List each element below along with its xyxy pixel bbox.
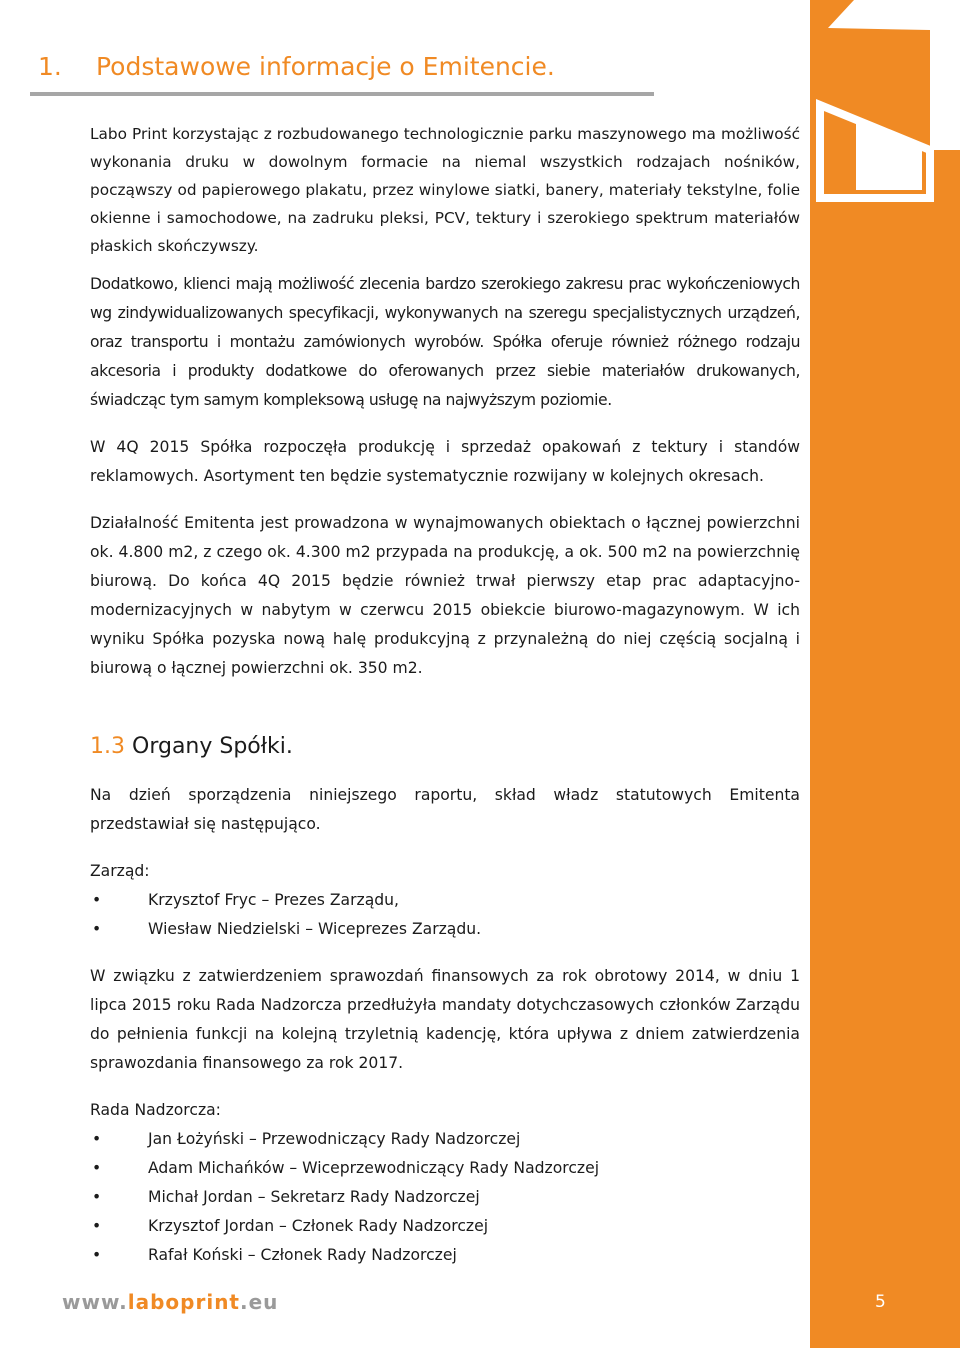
list-item: • Wiesław Niedzielski – Wiceprezes Zarządu. bbox=[90, 915, 800, 944]
q4-paragraph: W 4Q 2015 Spółka rozpoczęła produkcję i sprzedaż opakowań z tektury i standów reklamowych. Asortyment ten będzie systematycznie rozwijany w kolejnych okresach. bbox=[90, 438, 800, 485]
section-intro: Na dzień sporządzenia niniejszego raportu, skład władz statutowych Emitenta przedstawiał się następująco. bbox=[90, 786, 800, 833]
list-item: • Krzysztof Jordan – Członek Rady Nadzorczej bbox=[90, 1212, 800, 1241]
mandate-paragraph: W związku z zatwierdzeniem sprawozdań finansowych za rok obrotowy 2014, w dniu 1 lipca 2015 roku Rada Nadzorcza przedłużyła mandaty dotychczasowych członków Zarządu do pełnienia funkcji na kolejną trzyletnią kadencję, która upływa z dniem zatwierdzenia sprawozdania finansowego za rok 2017. bbox=[90, 967, 800, 1072]
section-number: 1.3 bbox=[90, 734, 125, 759]
supervisory-list bbox=[90, 1125, 800, 1270]
heading-text: Podstawowe informacje o Emitencie. bbox=[96, 52, 555, 81]
services-paragraph: Dodatkowo, klienci mają możliwość zlecenia bardzo szerokiego zakresu prac wykończeniowych wg zindywidualizowanych specyfikacji, wykonywanych na szeregu specjalistycznych urządzeń, oraz transportu i montażu zamówionych wyrobów. Spółka oferuje również różnego rodzaju akcesoria i produkty dodatkowe do oferowanych przez siebie materiałów drukowanych, świadcząc tym samym kompleksową usługę na najwyższym poziomie. bbox=[90, 275, 800, 409]
section-heading bbox=[90, 731, 800, 763]
footer-website-link[interactable]: www.laboprint.eu bbox=[62, 1290, 279, 1314]
heading-rule bbox=[30, 92, 654, 96]
bullet-icon: • bbox=[92, 1159, 102, 1177]
bullet-icon: • bbox=[92, 1188, 102, 1206]
bullet-icon: • bbox=[92, 1130, 102, 1148]
page-heading bbox=[38, 52, 555, 81]
bullet-icon: • bbox=[92, 891, 102, 909]
bullet-icon: • bbox=[92, 1217, 102, 1235]
bullet-icon: • bbox=[92, 920, 102, 938]
heading-number: 1. bbox=[38, 52, 62, 81]
list-item: • Rafał Koński – Członek Rady Nadzorczej bbox=[90, 1241, 800, 1270]
list-item: • Michał Jordan – Sekretarz Rady Nadzorczej bbox=[90, 1183, 800, 1212]
list-item: • Krzysztof Fryc – Prezes Zarządu, bbox=[90, 886, 800, 915]
page-number: 5 bbox=[875, 1292, 886, 1312]
board-label: Zarząd: bbox=[90, 862, 150, 880]
board-list bbox=[90, 886, 800, 944]
activity-paragraph: Działalność Emitenta jest prowadzona w wynajmowanych obiektach o łącznej powierzchni ok. 4.800 m2, z czego ok. 4.300 m2 przypada na produkcję, a ok. 500 m2 na powierzchnię biurową. Do końca 4Q 2015 będzie również trwał pierwszy etap prac adaptacyjno-modernizacyjnych w nabytym w czerwcu 2015 obiekcie biurowo-magazynowym. W ich wyniku Spółka pozyska nową halę produkcyjną z przynależną do niej częścią socjalną i biurową o łącznej powierzchni ok. 350 m2. bbox=[90, 514, 800, 677]
list-item: • Adam Michańków – Wiceprzewodniczący Rady Nadzorczej bbox=[90, 1154, 800, 1183]
section-title-text: Organy Spółki. bbox=[132, 734, 293, 759]
intro-paragraph: Labo Print korzystając z rozbudowanego technologicznie parku maszynowego ma możliwość wykonania druku w dowolnym formacie na niemal wszystkich rodzajach nośników, począwszy od papierowego plakatu, przez winylowe siatki, banery, materiały tekstylne, folie okienne i samochodowe, na zadruku pleksi, PCV, tektury i szerokiego spektrum materiałów płaskich skończywszy. bbox=[90, 125, 800, 255]
supervisory-label: Rada Nadzorcza: bbox=[90, 1101, 221, 1119]
bullet-icon: • bbox=[92, 1246, 102, 1264]
laboprint-logo-icon bbox=[810, 0, 960, 230]
main-content bbox=[90, 120, 800, 1288]
list-item: • Jan Łożyński – Przewodniczący Rady Nadzorczej bbox=[90, 1125, 800, 1154]
